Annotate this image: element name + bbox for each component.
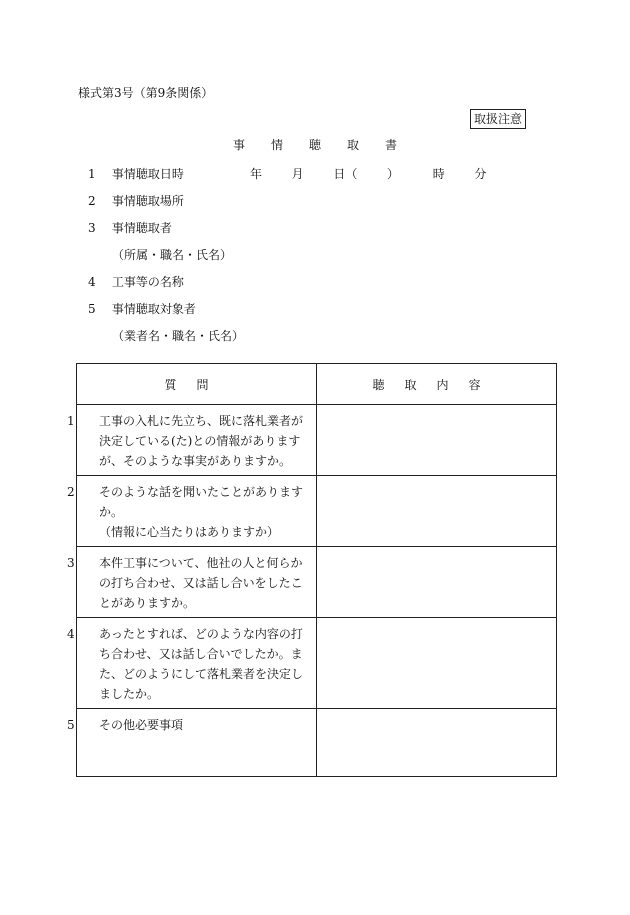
field-number: 5 — [88, 302, 96, 316]
field-label: 事情聴取場所 — [111, 194, 184, 208]
question-cell — [67, 618, 317, 709]
field-project-name — [88, 273, 184, 290]
question-number: 5 — [67, 718, 75, 732]
question-text: 本件工事について、他社の人と何らかの打ち合わせ、又は話し合いをしたことがありますか。 — [99, 556, 303, 610]
field-label: 工事等の名称 — [111, 275, 184, 289]
answer-cell[interactable] — [317, 709, 557, 777]
table-row — [77, 405, 557, 476]
question-cell — [67, 547, 317, 618]
table-row — [77, 618, 557, 709]
confidential-stamp: 取扱注意 — [470, 109, 526, 129]
answer-cell[interactable] — [317, 618, 557, 709]
question-number: 1 — [67, 414, 75, 428]
question-number: 3 — [67, 556, 75, 570]
question-column-header: 質問 — [77, 364, 317, 405]
answer-cell[interactable] — [317, 547, 557, 618]
field-number: 2 — [88, 194, 96, 208]
content-column-header: 聴取内容 — [317, 364, 557, 405]
field-label: 事情聴取日時 — [111, 167, 184, 181]
field-label: 事情聴取者 — [111, 221, 172, 235]
question-text: あったとすれば、どのような内容の打ち合わせ、又は話し合いでしたか。また、どのようにして落札業者を決定しましたか。 — [99, 627, 304, 701]
question-note: （情報に心当たりはありますか） — [99, 525, 280, 539]
field-interview-place — [88, 192, 184, 209]
field-interview-datetime — [88, 165, 184, 182]
hour-label: 時 — [432, 167, 445, 181]
answer-cell[interactable] — [317, 476, 557, 547]
question-number: 2 — [67, 485, 75, 499]
answer-cell[interactable] — [317, 405, 557, 476]
question-text: その他必要事項 — [99, 718, 184, 732]
question-text: そのような話を聞いたことがありますか。 — [99, 485, 304, 519]
day-label: 日（ — [333, 167, 358, 181]
field-number: 4 — [88, 275, 96, 289]
question-cell — [67, 476, 317, 547]
question-cell — [67, 709, 317, 777]
document-title: 事情聴取書 — [232, 138, 423, 152]
interview-table — [67, 363, 557, 777]
interviewee-sub-label: （業者名・職名・氏名） — [112, 329, 245, 343]
table-row — [77, 709, 557, 777]
field-label: 事情聴取対象者 — [111, 302, 196, 316]
table-row — [77, 476, 557, 547]
year-label: 年 — [250, 167, 263, 181]
question-cell — [67, 405, 317, 476]
field-number: 3 — [88, 221, 96, 235]
month-label: 月 — [291, 167, 304, 181]
question-number: 4 — [67, 627, 75, 641]
field-number: 1 — [88, 167, 96, 181]
field-interviewee — [88, 300, 196, 317]
table-header-row — [77, 364, 557, 405]
minute-label: 分 — [474, 167, 487, 181]
day-close-label: ） — [387, 167, 400, 181]
form-number: 様式第3号（第9条関係） — [78, 86, 214, 100]
question-text: 工事の入札に先立ち、既に落札業者が決定している(た)との情報がありますが、そのような事実がありますか。 — [99, 414, 304, 468]
table-row — [77, 547, 557, 618]
field-interviewer — [88, 219, 172, 236]
interviewer-sub-label: （所属・職名・氏名） — [112, 248, 233, 262]
datetime-blanks — [250, 165, 486, 182]
